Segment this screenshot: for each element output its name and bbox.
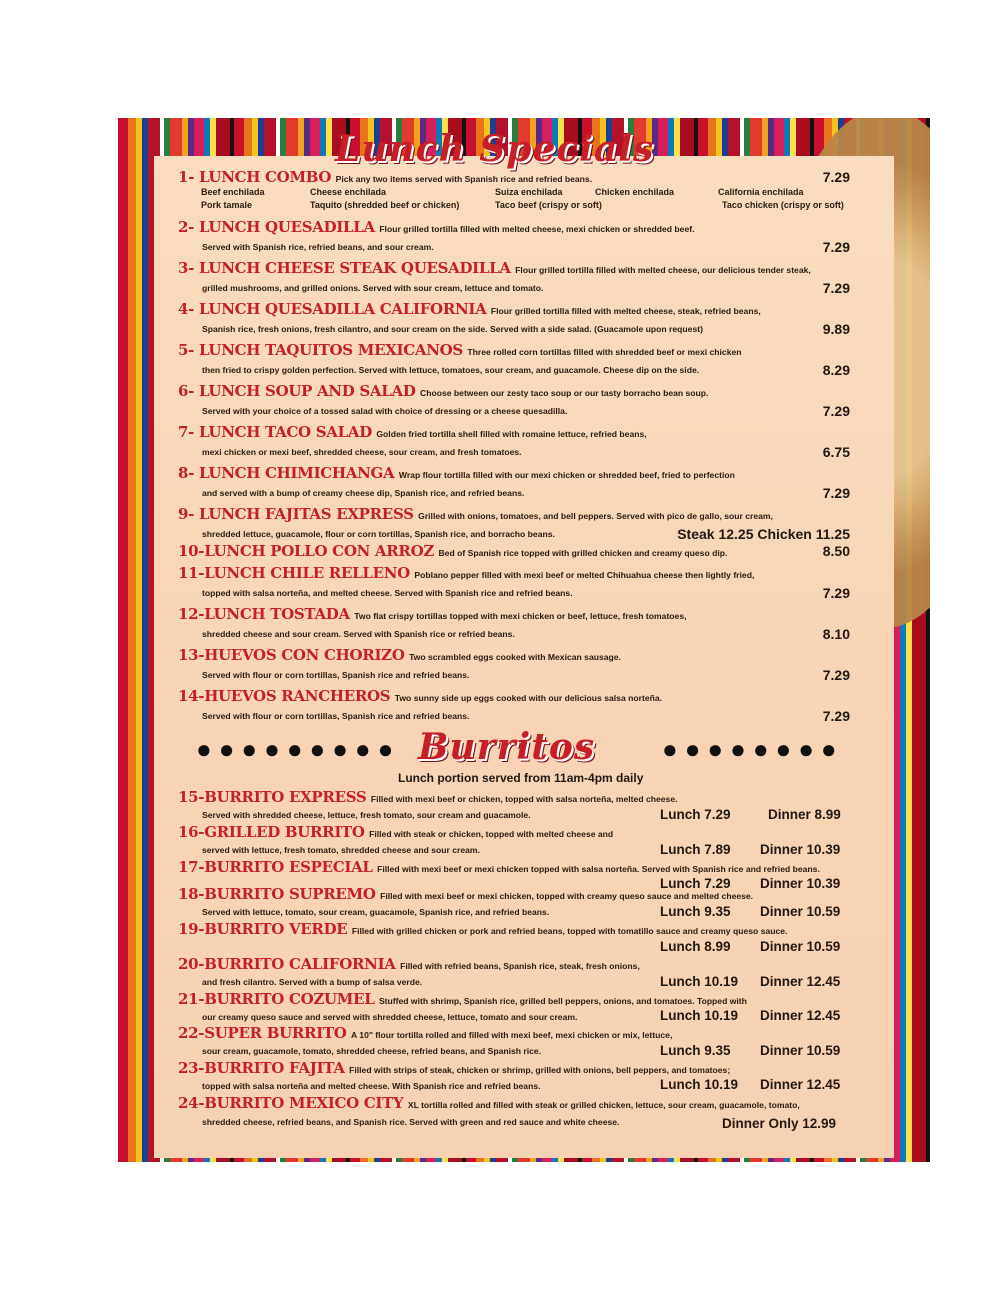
item-name: 12-LUNCH TOSTADA: [178, 605, 350, 623]
item-name: 23-BURRITO FAJITA: [178, 1059, 345, 1077]
item-name: 10-LUNCH POLLO CON ARROZ: [178, 542, 435, 560]
item-description: Two scrambled eggs cooked with Mexican sausage.: [409, 652, 621, 662]
lunch-price: Lunch 8.99: [660, 939, 731, 954]
item-price: Steak 12.25 Chicken 11.25: [677, 526, 850, 542]
menu-item: [178, 258, 850, 298]
item-description: Pick any two items served with Spanish rice and refried beans.: [335, 174, 593, 184]
dinner-price: Dinner 10.59: [760, 939, 841, 954]
item-price: 7.29: [822, 585, 850, 601]
burritos-title: Burritos: [418, 726, 596, 768]
item-description: and fresh cilantro. Served with a bump of salsa verde.: [202, 977, 423, 987]
burrito-item: [178, 823, 850, 859]
item-name: 24-BURRITO MEXICO CITY: [178, 1094, 404, 1112]
dinner-price: Dinner 12.45: [760, 1077, 841, 1092]
dinner-price: Dinner 12.45: [760, 974, 841, 989]
combo-option: California enchilada: [718, 187, 804, 197]
menu-item: [178, 504, 850, 544]
item-description: Two flat crispy tortillas topped with mexi chicken or beef, lettuce, fresh tomatoes,: [354, 611, 687, 621]
item-description: served with lettuce, fresh tomato, shredded cheese and sour cream.: [202, 845, 480, 855]
dinner-price: Dinner Only 12.99: [722, 1116, 837, 1131]
menu-item: [178, 463, 850, 503]
dinner-price: Dinner 10.39: [760, 842, 841, 857]
item-description: Flour grilled tortilla filled with melted cheese, mexi chicken or shredded beef.: [379, 224, 695, 234]
item-description: A 10" flour tortilla rolled and filled with mexi beef, mexi chicken or mix, lettuce,: [351, 1030, 673, 1040]
combo-option: Chicken enchilada: [595, 187, 675, 197]
item-name: 4- LUNCH QUESADILLA CALIFORNIA: [178, 300, 487, 318]
burrito-item: [178, 1024, 850, 1060]
combo-option: Beef enchilada: [201, 187, 265, 197]
menu-item: [178, 563, 850, 603]
item-name: 6- LUNCH SOUP AND SALAD: [178, 382, 416, 400]
menu-item: [178, 299, 850, 339]
item-description: Filled with mexi beef or mexi chicken topped with salsa norteña. Served with Spanish rice and refried beans.: [377, 864, 820, 874]
item-description: Served with flour or corn tortillas, Spanish rice and refried beans.: [202, 670, 470, 680]
item-name: 15-BURRITO EXPRESS: [178, 788, 367, 806]
menu-item: [178, 686, 850, 726]
item-description: Filled with steak or chicken, topped with melted cheese and: [369, 829, 614, 839]
item-description: our creamy queso sauce and served with shredded cheese, lettuce, tomato and sour cream.: [202, 1012, 578, 1022]
item-name: 5- LUNCH TAQUITOS MEXICANOS: [178, 341, 463, 359]
item-description: Filled with mexi beef or chicken, topped with salsa norteña, melted cheese.: [370, 794, 678, 804]
item-description: Served with Spanish rice, refried beans, and sour cream.: [202, 242, 434, 252]
item-description: shredded lettuce, guacamole, flour or corn tortillas, Spanish rice, and borracho beans.: [202, 529, 555, 539]
item-name: 13-HUEVOS CON CHORIZO: [178, 646, 405, 664]
combo-option: Pork tamale: [201, 200, 253, 210]
item-price: 8.10: [822, 626, 850, 642]
item-description: shredded cheese, refried beans, and Spanish rice. Served with green and red sauce and white cheese.: [202, 1117, 620, 1127]
item-name: 9- LUNCH FAJITAS EXPRESS: [178, 505, 414, 523]
lunch-price: Lunch 7.29: [660, 807, 731, 822]
item-name: 20-BURRITO CALIFORNIA: [178, 955, 396, 973]
combo-option: Taquito (shredded beef or chicken): [310, 200, 460, 210]
lunch-price: Lunch 10.19: [660, 1077, 739, 1092]
item-name: 7- LUNCH TACO SALAD: [178, 423, 372, 441]
item-price: 7.29: [822, 485, 850, 501]
item-price: 7.29: [822, 667, 850, 683]
combo-option: Taco beef (crispy or soft): [495, 200, 602, 210]
item-price: 7.29: [822, 239, 850, 255]
item-description: then fried to crispy golden perfection. Served with lettuce, tomatoes, sour cream, and guacamole. Cheese dip on the side.: [202, 365, 700, 375]
item-name: 14-HUEVOS RANCHEROS: [178, 687, 391, 705]
burritos-note: Lunch portion served from 11am-4pm daily: [398, 771, 644, 785]
lunch-price: Lunch 9.35: [660, 904, 731, 919]
item-description: Three rolled corn tortillas filled with shredded beef or mexi chicken: [467, 347, 742, 357]
combo-option: Cheese enchilada: [310, 187, 387, 197]
item-description: Spanish rice, fresh onions, fresh cilantro, and sour cream on the side. Served with a side salad. (Guacamole upon request): [202, 324, 703, 334]
item-name: 18-BURRITO SUPREMO: [178, 885, 376, 903]
item-description: Grilled with onions, tomatoes, and bell peppers. Served with pico de gallo, sour cream,: [418, 511, 773, 521]
menu-item: [178, 604, 850, 644]
item-description: sour cream, guacamole, tomato, shredded cheese, refried beans, and Spanish rice.: [202, 1046, 542, 1056]
item-name: 16-GRILLED BURRITO: [178, 823, 365, 841]
item-description: XL tortilla rolled and filled with steak or grilled chicken, lettuce, sour cream, guacamole, tomato,: [407, 1100, 800, 1110]
lunch-price: Lunch 7.89: [660, 842, 731, 857]
item-description: Served with your choice of a tossed salad with choice of dressing or a cheese quesadilla.: [202, 406, 568, 416]
burritos-dots-left: ●●●●●●●●●: [196, 734, 401, 764]
item-description: topped with salsa norteña, and melted cheese. Served with Spanish rice and refried beans.: [202, 588, 573, 598]
item-description: Flour grilled tortilla filled with melted cheese, steak, refried beans,: [490, 306, 761, 316]
item-price: 6.75: [822, 444, 850, 460]
burrito-item: [178, 955, 850, 991]
item-description: Filled with grilled chicken or pork and refried beans, topped with tomatillo sauce and creamy queso sauce.: [351, 926, 788, 936]
burrito-item: [178, 990, 850, 1026]
item-description: Filled with strips of steak, chicken or shrimp, grilled with onions, bell peppers, and tomatoes;: [349, 1065, 731, 1075]
menu-item: [178, 645, 850, 685]
lunch-specials-title: Lunch Specials: [335, 128, 655, 170]
combo-option: Taco chicken (crispy or soft): [722, 200, 844, 210]
item-name: 19-BURRITO VERDE: [178, 920, 348, 938]
item-name: 8- LUNCH CHIMICHANGA: [178, 464, 395, 482]
item-description: Golden fried tortilla shell filled with romaine lettuce, refried beans,: [376, 429, 647, 439]
item-description: shredded cheese and sour cream. Served with Spanish rice or refried beans.: [202, 629, 515, 639]
item-price: 7.29: [822, 280, 850, 296]
item-description: Served with lettuce, tomato, sour cream, guacamole, Spanish rice, and refried beans.: [202, 907, 550, 917]
item-price: 8.29: [822, 362, 850, 378]
item-name: 2- LUNCH QUESADILLA: [178, 218, 375, 236]
lunch-price: Lunch 7.29: [660, 876, 731, 891]
item-price: 9.89: [822, 321, 850, 337]
dinner-price: Dinner 8.99: [768, 807, 841, 822]
lunch-price: Lunch 10.19: [660, 1008, 739, 1023]
item-name: 3- LUNCH CHEESE STEAK QUESADILLA: [178, 259, 511, 277]
item-price: 7.29: [822, 169, 850, 185]
item-description: Served with shredded cheese, lettuce, fresh tomato, sour cream and guacamole.: [202, 810, 531, 820]
combo-option: Suiza enchilada: [495, 187, 563, 197]
burrito-item: [178, 920, 858, 938]
dinner-price: Dinner 10.59: [760, 904, 841, 919]
item-description: grilled mushrooms, and grilled onions. Served with sour cream, lettuce and tomato.: [202, 283, 544, 293]
item-description: Filled with refried beans, Spanish rice, steak, fresh onions,: [400, 961, 640, 971]
item-description: topped with salsa norteña and melted cheese. With Spanish rice and refried beans.: [202, 1081, 541, 1091]
item-name: 21-BURRITO COZUMEL: [178, 990, 375, 1008]
item-description: Flour grilled tortilla filled with melted cheese, our delicious tender steak,: [515, 265, 811, 275]
item-name: 17-BURRITO ESPECIAL: [178, 858, 373, 876]
item-description: Choose between our zesty taco soup or our tasty borracho bean soup.: [420, 388, 709, 398]
menu-item: [178, 422, 850, 462]
burritos-dots-right: ●●●●●●●●: [662, 734, 844, 764]
item-price: 7.29: [822, 403, 850, 419]
item-description: mexi chicken or mexi beef, shredded cheese, sour cream, and fresh tomatoes.: [202, 447, 522, 457]
lunch-price: Lunch 10.19: [660, 974, 739, 989]
dinner-price: Dinner 10.59: [760, 1043, 841, 1058]
burrito-item: [178, 1059, 850, 1095]
dinner-price: Dinner 10.39: [760, 876, 841, 891]
item-name: 1- LUNCH COMBO: [178, 168, 332, 186]
item-description: Bed of Spanish rice topped with grilled chicken and creamy queso dip.: [438, 548, 728, 558]
item-description: Wrap flour tortilla filled with our mexi chicken or shredded beef, fried to perfection: [398, 470, 735, 480]
item-description: Stuffed with shrimp, Spanish rice, grilled bell peppers, onions, and tomatoes. Topped with: [378, 996, 747, 1006]
menu-item: [178, 217, 850, 257]
item-name: 22-SUPER BURRITO: [178, 1024, 347, 1042]
item-description: Poblano pepper filled with mexi beef or melted Chihuahua cheese then lightly fried,: [414, 570, 755, 580]
burrito-item: [178, 885, 850, 921]
item-description: Served with flour or corn tortillas, Spanish rice and refried beans.: [202, 711, 470, 721]
lunch-price: Lunch 9.35: [660, 1043, 731, 1058]
menu-item-combo: [178, 168, 850, 186]
menu-item: [178, 381, 850, 421]
menu-item: [178, 340, 850, 380]
item-description: Two sunny side up eggs cooked with our delicious salsa norteña.: [394, 693, 663, 703]
item-price: 8.50: [822, 543, 850, 559]
item-description: and served with a bump of creamy cheese dip, Spanish rice, and refried beans.: [202, 488, 525, 498]
item-price: 7.29: [822, 708, 850, 724]
item-description: Filled with mexi beef or mexi chicken, topped with creamy queso sauce and melted cheese.: [380, 891, 754, 901]
item-name: 11-LUNCH CHILE RELLENO: [178, 564, 410, 582]
burrito-item: [178, 858, 850, 876]
menu-item: [178, 541, 850, 561]
dinner-price: Dinner 12.45: [760, 1008, 841, 1023]
burrito-item: [178, 788, 850, 824]
